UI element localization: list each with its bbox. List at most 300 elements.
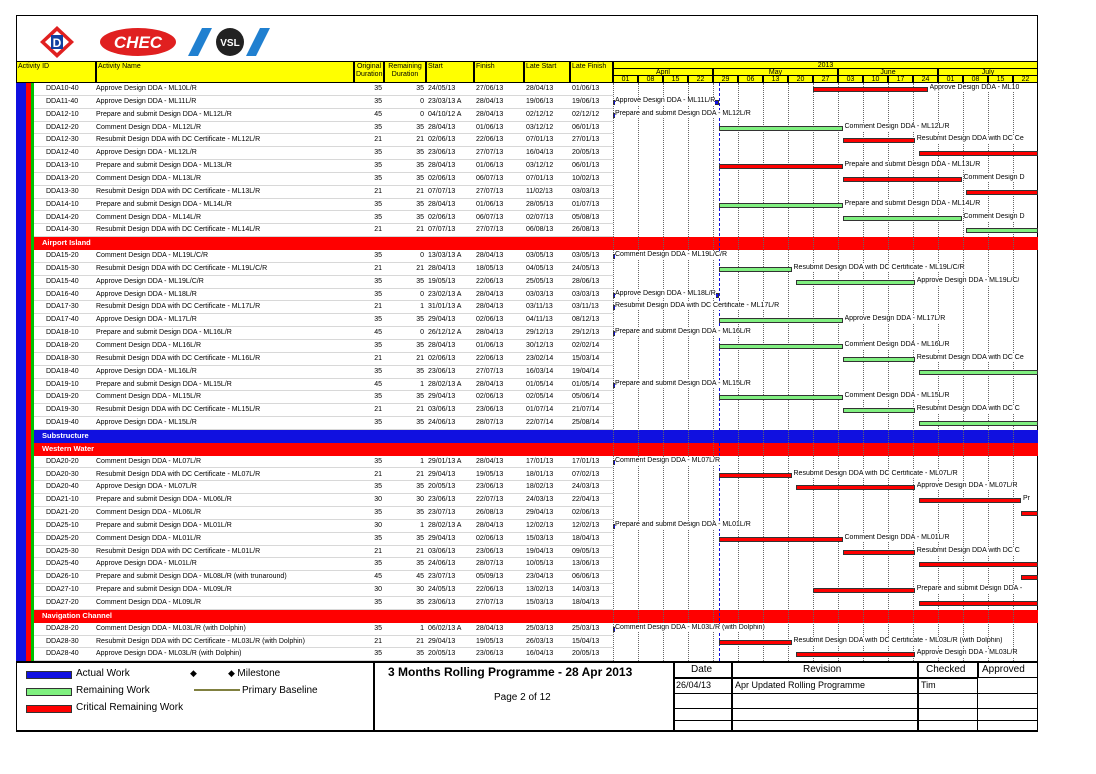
cell-id: DDA20-30 xyxy=(46,470,79,478)
cell-ls: 16/03/14 xyxy=(526,367,554,375)
gantt-bar xyxy=(1021,511,1038,516)
cell-od: 35 xyxy=(374,277,382,285)
cell-lf: 26/08/13 xyxy=(572,226,600,234)
cell-name: Prepare and submit Design DDA - ML16L/R xyxy=(96,329,232,337)
rev-checked-header: Checked xyxy=(926,664,966,675)
table-row xyxy=(16,469,613,482)
gantt-bar-label: Prepare and submit Design DDA - ML13L/R xyxy=(844,161,981,169)
cell-od: 35 xyxy=(374,213,382,221)
cell-start: 04/10/12 A xyxy=(428,110,462,118)
table-row xyxy=(16,173,613,186)
cell-od: 35 xyxy=(374,252,382,260)
cell-finish: 23/06/13 xyxy=(476,547,504,555)
cell-name: Approve Design DDA - ML03L/R (with Dolphin) xyxy=(96,650,242,658)
cell-start: 07/07/13 xyxy=(428,187,456,195)
cell-rd: 1 xyxy=(420,624,424,632)
cell-ls: 02/12/12 xyxy=(526,110,554,118)
table-row xyxy=(16,546,613,559)
cell-id: DDA19-20 xyxy=(46,393,79,401)
header-original-duration: Original Duration xyxy=(354,61,384,83)
cell-start: 24/06/13 xyxy=(428,560,456,568)
cell-finish: 22/06/13 xyxy=(476,277,504,285)
table-row xyxy=(16,456,613,469)
cell-od: 30 xyxy=(374,586,382,594)
cell-od: 35 xyxy=(374,97,382,105)
gantt-bar-label: Approve Design DDA - ML07L/R xyxy=(916,482,1018,490)
cell-id: DDA10-40 xyxy=(46,85,79,92)
table-row xyxy=(16,520,613,533)
cell-finish: 23/06/13 xyxy=(476,483,504,491)
cell-finish: 02/06/13 xyxy=(476,393,504,401)
cell-name: Approve Design DDA - ML07L/R xyxy=(96,483,197,491)
cell-finish: 18/05/13 xyxy=(476,264,504,272)
cell-lf: 24/03/13 xyxy=(572,483,600,491)
cell-ls: 04/11/13 xyxy=(526,316,553,324)
section-band: Substructure xyxy=(16,430,1038,443)
cell-name: Prepare and submit Design DDA - ML14L/R xyxy=(96,200,232,208)
cell-od: 45 xyxy=(374,110,382,118)
cell-start: 28/02/13 A xyxy=(428,521,462,529)
cell-start: 02/06/13 xyxy=(428,213,456,221)
timescale-week: 29 xyxy=(713,75,738,83)
cell-finish: 28/04/13 xyxy=(476,303,504,311)
cell-rd: 35 xyxy=(416,534,424,542)
cell-rd: 35 xyxy=(416,483,424,491)
cell-lf: 01/05/14 xyxy=(572,380,600,388)
table-row xyxy=(16,96,613,109)
left-summary-bar xyxy=(16,83,26,661)
gantt-bar xyxy=(796,652,915,657)
week-gridline xyxy=(813,83,814,661)
timescale-week: 01 xyxy=(613,75,638,83)
timescale-month: June xyxy=(838,68,938,76)
week-gridline xyxy=(763,83,764,661)
cell-ls: 24/03/13 xyxy=(526,496,554,504)
cell-finish: 27/07/13 xyxy=(476,149,504,157)
table-row xyxy=(16,494,613,507)
gantt-bar-label: Resubmit Design DDA with DC Certificate - ML19L/C/R xyxy=(793,263,965,271)
timescale-week: 20 xyxy=(788,75,813,83)
gantt-bar-label: Comment Design D xyxy=(963,173,1025,181)
cell-start: 07/07/13 xyxy=(428,226,456,234)
cell-name: Prepare and submit Design DDA - ML12L/R xyxy=(96,110,232,118)
cell-ls: 16/04/13 xyxy=(526,149,554,157)
cell-rd: 0 xyxy=(420,329,424,337)
cell-name: Approve Design DDA - ML12L/R xyxy=(96,149,197,157)
cell-finish: 26/08/13 xyxy=(476,509,504,517)
cell-ls: 15/03/13 xyxy=(526,599,554,606)
cell-finish: 27/06/13 xyxy=(476,85,504,92)
gantt-bar xyxy=(843,357,915,362)
cell-start: 29/04/13 xyxy=(428,470,456,478)
cell-ls: 11/02/13 xyxy=(526,187,553,195)
header-remaining-duration: Remaining Duration xyxy=(384,61,426,83)
cell-name: Prepare and submit Design DDA - ML15L/R xyxy=(96,380,232,388)
timescale-week: 22 xyxy=(1013,75,1038,83)
page-number: Page 2 of 12 xyxy=(494,692,551,703)
gantt-bar-label: Prepare and submit Design DDA - ML12L/R xyxy=(615,109,751,117)
table-row xyxy=(16,636,613,649)
svg-text:VSL: VSL xyxy=(220,38,240,49)
cell-ls: 23/04/13 xyxy=(526,573,554,581)
cell-finish: 06/07/13 xyxy=(476,174,504,182)
gantt-bar xyxy=(719,640,791,645)
cell-id: DDA18-10 xyxy=(46,329,79,337)
cell-start: 28/02/13 A xyxy=(428,380,462,388)
vsl-logo xyxy=(188,26,270,58)
timescale-month: May xyxy=(713,68,838,76)
timescale-year: 2013 xyxy=(613,61,1038,69)
cell-name: Comment Design DDA - ML14L/R xyxy=(96,213,202,221)
cell-lf: 15/04/13 xyxy=(572,637,600,645)
cell-lf: 10/02/13 xyxy=(572,174,600,182)
gantt-bar-label: Resubmit Design DDA with DC C xyxy=(916,405,1020,413)
table-row xyxy=(16,571,613,584)
cell-start: 28/04/13 xyxy=(428,123,456,131)
cell-id: DDA13-20 xyxy=(46,174,79,182)
cell-name: Approve Design DDA - ML01L/R xyxy=(96,560,197,568)
timescale-month: July xyxy=(938,68,1038,76)
cell-id: DDA13-30 xyxy=(46,187,79,195)
cell-name: Resubmit Design DDA with DC Certificate - ML15L/R xyxy=(96,406,261,414)
cell-finish: 28/07/13 xyxy=(476,419,504,427)
cell-od: 35 xyxy=(374,393,382,401)
cell-lf: 18/04/13 xyxy=(572,599,600,606)
gantt-bar xyxy=(966,190,1038,195)
cell-start: 03/06/13 xyxy=(428,406,456,414)
cell-lf: 24/05/13 xyxy=(572,264,600,272)
cell-ls: 28/05/13 xyxy=(526,200,554,208)
cell-rd: 35 xyxy=(416,277,424,285)
gantt-bar-label: Resubmit Design DDA with DC Certificate - ML03L/R (with Dolphin) xyxy=(793,636,1003,644)
cell-od: 35 xyxy=(374,483,382,491)
cell-name: Resubmit Design DDA with DC Certificate - ML12L/R xyxy=(96,136,261,144)
cell-id: DDA18-30 xyxy=(46,354,79,362)
cell-rd: 35 xyxy=(416,85,424,92)
cell-ls: 10/05/13 xyxy=(526,560,554,568)
cell-finish: 19/05/13 xyxy=(476,470,504,478)
timescale-week: 10 xyxy=(863,75,888,83)
week-gridline xyxy=(863,83,864,661)
cell-od: 21 xyxy=(374,470,382,478)
legend-actual-label: Actual Work xyxy=(76,668,130,679)
cell-rd: 35 xyxy=(416,342,424,349)
cell-rd: 1 xyxy=(420,457,424,465)
header-finish: Finish xyxy=(474,61,524,83)
cell-start: 28/04/13 xyxy=(428,162,456,170)
cell-lf: 19/04/14 xyxy=(572,367,600,375)
cell-id: DDA18-40 xyxy=(46,367,79,375)
svg-text:CHEC: CHEC xyxy=(113,33,163,52)
timescale-week: 08 xyxy=(638,75,663,83)
cell-name: Comment Design DDA - ML03L/R (with Dolphin) xyxy=(96,624,246,632)
cell-finish: 01/06/13 xyxy=(476,200,504,208)
legend-remaining-label: Remaining Work xyxy=(76,685,150,696)
gantt-bar xyxy=(796,280,915,285)
cell-start: 29/04/13 xyxy=(428,534,456,542)
cell-lf: 02/12/12 xyxy=(572,110,600,118)
cell-finish: 06/07/13 xyxy=(476,213,504,221)
cell-lf: 09/05/13 xyxy=(572,547,600,555)
cell-ls: 25/05/13 xyxy=(526,277,554,285)
cell-ls: 06/08/13 xyxy=(526,226,554,234)
table-row xyxy=(16,404,613,417)
cell-id: DDA20-40 xyxy=(46,483,79,491)
cell-rd: 1 xyxy=(420,303,424,311)
table-row xyxy=(16,224,613,237)
cell-od: 35 xyxy=(374,457,382,465)
table-row xyxy=(16,391,613,404)
table-row xyxy=(16,648,613,661)
table-row xyxy=(16,199,613,212)
cell-id: DDA19-10 xyxy=(46,380,79,388)
cell-rd: 35 xyxy=(416,174,424,182)
gantt-bar xyxy=(813,87,928,92)
cell-start: 28/04/13 xyxy=(428,200,456,208)
gantt-bar-label: Pr xyxy=(1023,495,1030,503)
rev-line-1 xyxy=(674,693,1038,694)
cell-id: DDA17-30 xyxy=(46,303,79,311)
cell-lf: 14/03/13 xyxy=(572,586,600,594)
cell-lf: 20/05/13 xyxy=(572,149,600,157)
cell-lf: 25/08/14 xyxy=(572,419,600,427)
cell-name: Approve Design DDA - ML10L/R xyxy=(96,85,197,92)
section-band: Airport Island xyxy=(16,237,1038,250)
cell-finish: 19/05/13 xyxy=(476,637,504,645)
header-activity-id: Activity ID xyxy=(16,61,96,83)
header-start: Start xyxy=(426,61,474,83)
table-row xyxy=(16,276,613,289)
cell-finish: 05/09/13 xyxy=(476,573,504,581)
gantt-bar-label: Approve Design DDA - ML19L/C/ xyxy=(916,276,1020,284)
cell-id: DDA19-40 xyxy=(46,419,79,427)
cell-name: Comment Design DDA - ML19L/C/R xyxy=(96,252,209,260)
cell-start: 29/01/13 A xyxy=(428,457,462,465)
cell-lf: 19/06/13 xyxy=(572,97,600,105)
header-late-finish: Late Finish xyxy=(570,61,613,83)
cell-name: Approve Design DDA - ML15L/R xyxy=(96,419,197,427)
cell-name: Prepare and submit Design DDA - ML01L/R xyxy=(96,521,232,529)
cell-rd: 30 xyxy=(416,496,424,504)
cell-rd: 21 xyxy=(416,637,424,645)
table-row xyxy=(16,83,613,96)
cell-name: Resubmit Design DDA with DC Certificate - ML03L/R (with Dolphin) xyxy=(96,637,305,645)
cell-name: Prepare and submit Design DDA - ML06L/R xyxy=(96,496,232,504)
cell-rd: 0 xyxy=(420,110,424,118)
table-row xyxy=(16,481,613,494)
cell-od: 45 xyxy=(374,329,382,337)
cell-id: DDA25-30 xyxy=(46,547,79,555)
table-row xyxy=(16,122,613,135)
cell-od: 21 xyxy=(374,406,382,414)
cell-name: Approve Design DDA - ML17L/R xyxy=(96,316,197,324)
cell-finish: 23/06/13 xyxy=(476,406,504,414)
table-row xyxy=(16,212,613,225)
cell-name: Resubmit Design DDA with DC Certificate - ML19L/C/R xyxy=(96,264,268,272)
cell-od: 21 xyxy=(374,547,382,555)
table-row xyxy=(16,417,613,430)
cell-finish: 28/04/13 xyxy=(476,252,504,260)
rev-text-value: Apr Updated Rolling Programme xyxy=(735,680,866,690)
legend-baseline-swatch xyxy=(194,689,240,691)
table-row xyxy=(16,340,613,353)
cell-start: 02/06/13 xyxy=(428,136,456,144)
gantt-area xyxy=(613,61,1038,661)
cell-od: 21 xyxy=(374,136,382,144)
table-row xyxy=(16,366,613,379)
gantt-bar xyxy=(719,344,842,349)
gantt-bar xyxy=(813,588,915,593)
cell-od: 35 xyxy=(374,290,382,298)
cell-start: 29/04/13 xyxy=(428,316,456,324)
data-date-line xyxy=(719,83,720,661)
timescale-week: 15 xyxy=(988,75,1013,83)
legend-actual-swatch xyxy=(26,671,72,679)
cell-finish: 01/06/13 xyxy=(476,342,504,349)
table-row xyxy=(16,289,613,302)
table-row xyxy=(16,301,613,314)
timescale-week: 17 xyxy=(888,75,913,83)
cell-lf: 02/02/14 xyxy=(572,342,600,349)
chec-logo xyxy=(98,26,178,58)
timescale-week: 13 xyxy=(763,75,788,83)
gantt-bar xyxy=(919,601,1038,606)
cell-rd: 21 xyxy=(416,187,424,195)
cell-start: 24/05/13 xyxy=(428,85,456,92)
cell-od: 35 xyxy=(374,149,382,157)
cell-start: 28/04/13 xyxy=(428,264,456,272)
cell-name: Resubmit Design DDA with DC Certificate - ML17L/R xyxy=(96,303,261,311)
legend-remaining-swatch xyxy=(26,688,72,696)
cell-ls: 19/06/13 xyxy=(526,97,554,105)
cell-lf: 27/01/13 xyxy=(572,136,600,144)
cell-lf: 01/07/13 xyxy=(572,200,600,208)
cell-finish: 27/07/13 xyxy=(476,226,504,234)
gantt-bar-label: Approve Design DDA - ML11L/R xyxy=(615,96,716,104)
cell-name: Comment Design DDA - ML15L/R xyxy=(96,393,202,401)
cell-name: Comment Design DDA - ML09L/R xyxy=(96,599,202,606)
cell-start: 31/01/13 A xyxy=(428,303,462,311)
timescale-week: 08 xyxy=(963,75,988,83)
legend-critical-label: Critical Remaining Work xyxy=(76,702,184,713)
cell-od: 35 xyxy=(374,534,382,542)
table-row xyxy=(16,353,613,366)
cell-name: Comment Design DDA - ML07L/R xyxy=(96,457,202,465)
cell-rd: 35 xyxy=(416,367,424,375)
cell-rd: 35 xyxy=(416,123,424,131)
cell-rd: 35 xyxy=(416,650,424,658)
cell-finish: 02/06/13 xyxy=(476,316,504,324)
gantt-bar xyxy=(719,164,842,169)
cell-od: 35 xyxy=(374,599,382,606)
gantt-bar xyxy=(719,318,842,323)
cell-finish: 22/06/13 xyxy=(476,354,504,362)
gantt-bar xyxy=(719,126,842,131)
cell-ls: 16/04/13 xyxy=(526,650,554,658)
gantt-bar xyxy=(919,370,1038,375)
gantt-bar-label: Approve Design DDA - ML17L/R xyxy=(844,315,946,323)
cell-finish: 01/06/13 xyxy=(476,162,504,170)
rev-date-header: Date xyxy=(691,664,713,675)
cell-start: 26/12/12 A xyxy=(428,329,462,337)
timescale-week: 24 xyxy=(913,75,938,83)
cell-ls: 19/04/13 xyxy=(526,547,554,555)
cell-od: 30 xyxy=(374,521,382,529)
cell-finish: 28/04/13 xyxy=(476,110,504,118)
cell-rd: 35 xyxy=(416,149,424,157)
cell-start: 20/05/13 xyxy=(428,650,456,658)
cell-id: DDA14-10 xyxy=(46,200,79,208)
week-gridline xyxy=(738,83,739,661)
cell-name: Comment Design DDA - ML01L/R xyxy=(96,534,202,542)
table-row xyxy=(16,584,613,597)
cell-id: DDA15-20 xyxy=(46,252,79,260)
cell-name: Approve Design DDA - ML18L/R xyxy=(96,290,197,298)
cell-id: DDA12-10 xyxy=(46,110,79,118)
cell-rd: 35 xyxy=(416,162,424,170)
table-row xyxy=(16,263,613,276)
cell-finish: 28/04/13 xyxy=(476,97,504,105)
cell-id: DDA16-40 xyxy=(46,290,79,298)
cell-rd: 30 xyxy=(416,586,424,594)
week-gridline xyxy=(913,83,914,661)
milestone-icon: ◆ xyxy=(190,668,197,678)
cell-finish: 28/04/13 xyxy=(476,457,504,465)
cell-od: 35 xyxy=(374,342,382,349)
cell-id: DDA17-40 xyxy=(46,316,79,324)
cell-start: 23/06/13 xyxy=(428,599,456,606)
cell-rd: 35 xyxy=(416,200,424,208)
cell-id: DDA25-10 xyxy=(46,521,79,529)
table-row xyxy=(16,160,613,173)
cell-rd: 0 xyxy=(420,252,424,260)
cell-ls: 23/02/14 xyxy=(526,354,554,362)
cell-finish: 27/07/13 xyxy=(476,187,504,195)
gantt-bar-label: Resubmit Design DDA with DC Ce xyxy=(916,353,1024,361)
cell-ls: 07/01/13 xyxy=(526,174,554,182)
cell-od: 45 xyxy=(374,573,382,581)
cell-lf: 02/06/13 xyxy=(572,509,600,517)
cell-ls: 17/01/13 xyxy=(526,457,554,465)
cell-rd: 35 xyxy=(416,419,424,427)
cell-start: 24/05/13 xyxy=(428,586,456,594)
cell-start: 29/04/13 xyxy=(428,393,456,401)
cell-name: Resubmit Design DDA with DC Certificate - ML14L/R xyxy=(96,226,261,234)
cell-ls: 18/02/13 xyxy=(526,483,554,491)
cell-lf: 08/12/13 xyxy=(572,316,600,324)
cell-ls: 04/05/13 xyxy=(526,264,554,272)
timescale-week: 22 xyxy=(688,75,713,83)
cell-id: DDA27-10 xyxy=(46,586,79,594)
cell-lf: 03/11/13 xyxy=(572,303,599,311)
cell-finish: 28/04/13 xyxy=(476,624,504,632)
cell-ls: 03/12/12 xyxy=(526,123,554,131)
cell-ls: 26/03/13 xyxy=(526,637,554,645)
cell-ls: 15/03/13 xyxy=(526,534,554,542)
gantt-bar-label: Comment Design D xyxy=(963,212,1025,220)
cell-start: 23/06/13 xyxy=(428,496,456,504)
cell-ls: 29/12/13 xyxy=(526,329,554,337)
cell-ls: 28/04/13 xyxy=(526,85,554,92)
cell-finish: 22/06/13 xyxy=(476,586,504,594)
week-gridline xyxy=(663,83,664,661)
rev-date-value: 26/04/13 xyxy=(676,680,712,690)
cell-ls: 30/12/13 xyxy=(526,342,554,349)
gantt-bar-label: Prepare and submit Design DDA - ML15L/R xyxy=(615,379,751,387)
schedule-grid xyxy=(16,61,1038,661)
cell-rd: 21 xyxy=(416,470,424,478)
cell-od: 35 xyxy=(374,560,382,568)
